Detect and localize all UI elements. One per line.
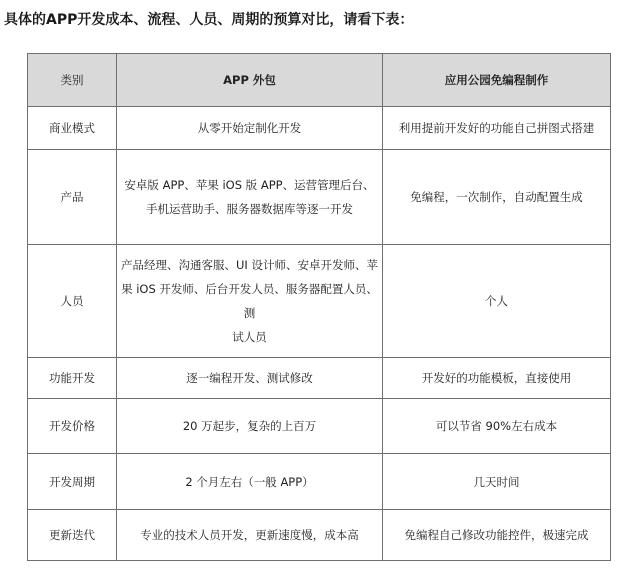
cell-line: 免编程，一次制作，自动配置生成 [410,190,583,204]
table-row [28,454,611,510]
cell-line: 免编程自己修改功能控件，极速完成 [404,528,589,542]
row-category: 功能开发 [28,358,117,399]
row-category: 商业模式 [28,107,117,150]
table-header-row [28,54,611,107]
cell-line: 试人员 [232,330,267,344]
row-outsource-cell [117,510,383,561]
cell-line: 几天时间 [473,474,520,489]
row-outsource-cell [117,358,383,399]
row-category: 人员 [28,245,117,358]
row-category: 开发价格 [28,399,117,454]
cell-line: 2 个月左右（一般 APP） [185,474,314,489]
cell-line: 产品经理、沟通客服、UI 设计师、安卓开发师、苹 [121,258,378,272]
cell-line: 利用提前开发好的功能自己拼图式搭建 [398,121,595,135]
table-row [28,399,611,454]
row-outsource-cell [117,107,383,150]
cell-line: 果 iOS 开发师、后台开发人员、服务器配置人员、测 [121,282,378,320]
row-park-cell [383,150,611,245]
cell-line: 20 万起步，复杂的上百万 [182,419,317,433]
row-park-cell [383,107,611,150]
table-row [28,510,611,561]
row-park-cell [383,245,611,358]
table-row [28,150,611,245]
row-park-cell [383,454,611,510]
cell-line: 手机运营助手、服务器数据库等逐一开发 [146,202,353,216]
comparison-table [27,53,611,561]
cell-line: 个人 [485,294,508,308]
cell-line: 开发好的功能模板，直接使用 [421,371,572,385]
header-app-park: 应用公园免编程制作 [383,54,611,107]
row-category: 产品 [28,150,117,245]
header-category: 类别 [28,54,117,107]
row-park-cell [383,399,611,454]
row-category: 开发周期 [28,454,117,510]
cell-line: 专业的技术人员开发，更新速度慢，成本高 [140,528,359,542]
row-category: 更新迭代 [28,510,117,561]
header-app-outsource: APP 外包 [117,54,383,107]
row-park-cell [383,510,611,561]
cell-line: 逐一编程开发、测试修改 [186,371,313,385]
table-row [28,107,611,150]
row-park-cell [383,358,611,399]
page-heading: 具体的APP开发成本、流程、人员、周期的预算对比，请看下表： [4,12,414,28]
table-row [28,358,611,399]
table-row [28,245,611,358]
cell-line: 可以节省 90%左右成本 [435,419,558,433]
row-outsource-cell [117,245,383,358]
row-outsource-cell [117,150,383,245]
cell-line: 安卓版 APP、苹果 iOS 版 APP、运营管理后台、 [124,178,375,192]
row-outsource-cell [117,399,383,454]
cell-line: 从零开始定制化开发 [197,121,302,135]
row-outsource-cell [117,454,383,510]
